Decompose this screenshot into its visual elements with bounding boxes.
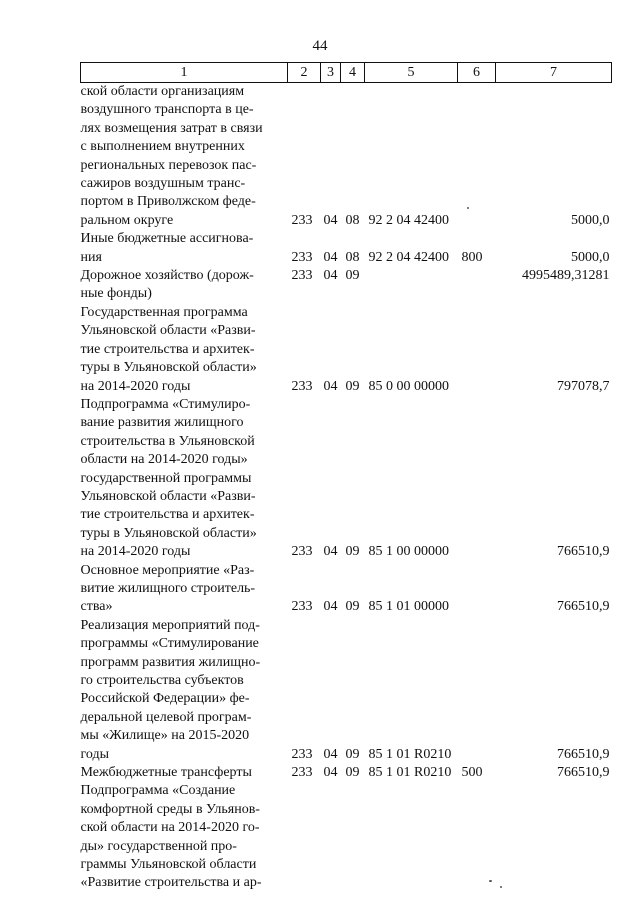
col-target-article: 85 1 01 R0210 xyxy=(368,765,452,781)
col-expense-type xyxy=(458,562,496,617)
col-subsection xyxy=(341,782,365,892)
description-line: на 2014-2020 годы xyxy=(80,544,191,560)
description-line: туры в Ульяновской области» xyxy=(80,525,257,541)
col-amount: 766510,9 xyxy=(557,746,610,762)
description-line: туры в Ульяновской области» xyxy=(80,360,257,376)
description-line: Ульяновской области «Разви- xyxy=(80,323,256,339)
description-line: лях возмещения затрат в связи xyxy=(80,120,263,136)
description-line: Государственная программа xyxy=(80,304,248,320)
table-body xyxy=(81,83,612,893)
description-line: го строительства субъектов xyxy=(80,673,244,688)
col-target-article: 85 1 01 R0210 xyxy=(368,746,452,762)
col-section: 04 xyxy=(323,599,338,615)
description-line: программы «Стимулирование xyxy=(80,636,259,652)
col-target-article: 85 0 00 00000 xyxy=(368,378,449,394)
row-description xyxy=(81,304,288,396)
col-target-article: 85 1 00 00000 xyxy=(368,544,449,560)
table-row xyxy=(81,267,612,304)
col-expense-type: 500 xyxy=(461,765,483,781)
description-line: на 2014-2020 годы xyxy=(80,378,191,394)
description-line: мы «Жилище» на 2015-2020 xyxy=(80,728,250,744)
header-col-2: 2 xyxy=(288,63,321,83)
description-line: Подпрограмма «Стимулиро- xyxy=(80,396,251,412)
col-section: 04 xyxy=(323,378,338,394)
header-col-7: 7 xyxy=(496,63,612,83)
header-row xyxy=(81,63,612,83)
description-line: годы xyxy=(80,746,110,762)
col-target-article xyxy=(365,267,458,304)
col-subsection: 09 xyxy=(345,268,360,284)
scan-speck xyxy=(467,207,469,209)
table-row xyxy=(81,396,612,562)
description-line: деральной целевой програм- xyxy=(80,709,252,725)
description-line: Ульяновской области «Разви- xyxy=(80,488,256,504)
description-line: ральном округе xyxy=(80,212,174,228)
col-amount: 766510,9 xyxy=(557,544,610,560)
col-admin-code: 233 xyxy=(291,765,313,781)
col-expense-type xyxy=(458,396,496,562)
table-row xyxy=(81,617,612,764)
col-section: 04 xyxy=(323,544,338,560)
col-amount: 766510,9 xyxy=(557,599,610,615)
col-expense-type xyxy=(458,617,496,764)
table-row xyxy=(81,304,612,396)
col-subsection: 09 xyxy=(345,599,360,615)
col-amount: 5000,0 xyxy=(571,212,610,228)
header-col-4: 4 xyxy=(341,63,365,83)
row-description xyxy=(81,562,288,617)
description-line: «Развитие строительства и ар- xyxy=(80,875,262,891)
col-subsection: 09 xyxy=(345,378,360,394)
col-target-article: 85 1 01 00000 xyxy=(368,599,449,615)
col-admin-code: 233 xyxy=(291,268,313,284)
col-admin-code: 233 xyxy=(291,378,313,394)
description-line: ства» xyxy=(80,599,113,615)
col-subsection: 08 xyxy=(345,249,360,265)
col-section: 04 xyxy=(323,746,338,762)
row-description xyxy=(81,230,288,267)
col-amount: 5000,0 xyxy=(571,249,610,265)
col-expense-type xyxy=(458,83,496,231)
col-admin-code xyxy=(288,782,321,892)
row-description xyxy=(81,782,288,892)
table-header xyxy=(81,63,612,83)
col-section: 04 xyxy=(323,765,338,781)
description-line: строительства в Ульяновской xyxy=(80,433,255,449)
col-section xyxy=(321,782,341,892)
description-line: сажиров воздушным транс- xyxy=(80,176,246,192)
row-description xyxy=(81,267,288,304)
scan-speck xyxy=(500,886,502,888)
col-section: 04 xyxy=(323,212,338,228)
col-target-article: 92 2 04 42400 xyxy=(368,249,449,265)
col-subsection: 09 xyxy=(345,746,360,762)
description-line: Российской Федерации» фе- xyxy=(80,691,250,707)
description-line: ской области организациям xyxy=(80,84,245,99)
description-line: комфортной среды в Ульянов- xyxy=(80,801,260,817)
description-line: витие жилищного строитель- xyxy=(80,580,256,596)
description-line: вание развития жилищного xyxy=(80,415,244,431)
scan-speck xyxy=(489,880,492,882)
col-target-article: 92 2 04 42400 xyxy=(368,212,449,228)
col-admin-code: 233 xyxy=(291,249,313,265)
description-line: ния xyxy=(80,249,102,265)
header-col-3: 3 xyxy=(321,63,341,83)
col-amount: 797078,7 xyxy=(557,378,610,394)
col-expense-type: 800 xyxy=(461,249,483,265)
col-section: 04 xyxy=(323,268,338,284)
col-target-article xyxy=(365,782,458,892)
description-line: Основное мероприятие «Раз- xyxy=(80,562,255,578)
table-row xyxy=(81,562,612,617)
description-line: с выполнением внутренних xyxy=(80,139,245,155)
row-description xyxy=(81,396,288,562)
description-line: портом в Приволжском феде- xyxy=(80,194,256,210)
description-line: региональных перевозок пас- xyxy=(80,157,257,173)
col-expense-type xyxy=(458,304,496,396)
description-line: Подпрограмма «Создание xyxy=(80,783,236,799)
col-expense-type xyxy=(458,267,496,304)
row-description xyxy=(81,617,288,764)
col-subsection: 09 xyxy=(345,544,360,560)
col-subsection: 09 xyxy=(345,765,360,781)
col-amount: 4995489,31281 xyxy=(522,268,610,284)
col-admin-code: 233 xyxy=(291,746,313,762)
budget-table xyxy=(80,62,612,893)
description-line: Иные бюджетные ассигнова- xyxy=(80,231,254,247)
description-line: Реализация мероприятий под- xyxy=(80,617,260,633)
row-description xyxy=(81,764,288,782)
header-col-6: 6 xyxy=(458,63,496,83)
description-line: граммы Ульяновской области xyxy=(80,857,257,873)
description-line: воздушного транспорта в це- xyxy=(80,102,254,118)
page-number: 44 xyxy=(312,38,328,54)
header-col-5: 5 xyxy=(365,63,458,83)
col-admin-code: 233 xyxy=(291,599,313,615)
col-subsection: 08 xyxy=(345,212,360,228)
description-line: ской области на 2014-2020 го- xyxy=(80,820,260,836)
row-description xyxy=(81,83,288,231)
description-line: ды» государственной про- xyxy=(80,838,237,854)
description-line: программ развития жилищно- xyxy=(80,654,261,670)
description-line: Межбюджетные трансферты xyxy=(80,765,252,781)
table-row xyxy=(81,83,612,231)
col-amount xyxy=(496,782,612,892)
col-admin-code: 233 xyxy=(291,544,313,560)
col-admin-code: 233 xyxy=(291,212,313,228)
description-line: ные фонды) xyxy=(80,286,152,302)
description-line: тие строительства и архитек- xyxy=(80,507,255,523)
table-row xyxy=(81,782,612,892)
description-line: тие строительства и архитек- xyxy=(80,341,255,357)
table-row xyxy=(81,764,612,782)
col-expense-type xyxy=(458,782,496,892)
header-col-1: 1 xyxy=(81,63,288,83)
table-row xyxy=(81,230,612,267)
description-line: области на 2014-2020 годы» xyxy=(80,452,248,468)
col-section: 04 xyxy=(323,249,338,265)
description-line: государственной программы xyxy=(80,470,252,486)
description-line: Дорожное хозяйство (дорож- xyxy=(80,268,254,284)
col-amount: 766510,9 xyxy=(557,765,610,781)
